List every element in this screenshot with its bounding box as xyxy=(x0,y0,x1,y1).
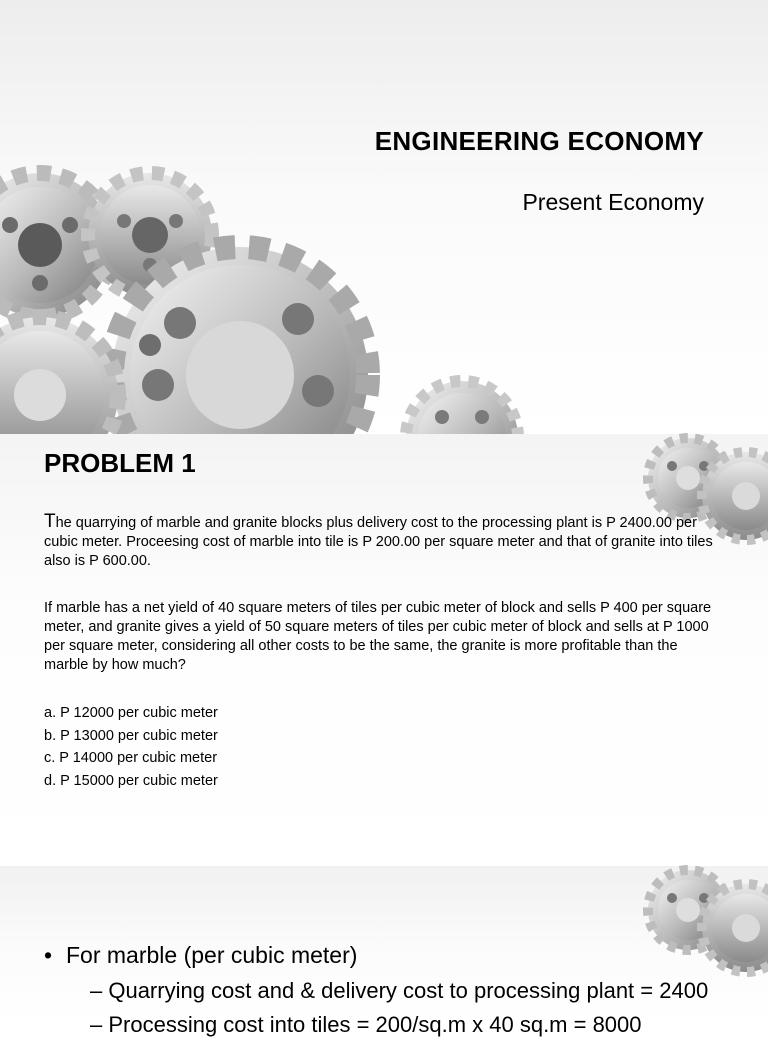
solution-slide xyxy=(0,866,768,1037)
gear-icon xyxy=(702,884,768,972)
bullet-marble xyxy=(44,942,357,969)
problem-paragraph-1 xyxy=(44,512,716,571)
choice-c: c. P 14000 per cubic meter xyxy=(44,750,218,766)
paragraph-text: he quarrying of marble and granite blocks plus delivery cost to the processing plant is P 2400.00 per cubic meter. Proceesing cost of marble into tile is P 200.00 per square meter and that of granite into tiles also is P 600.00. xyxy=(44,515,713,569)
choice-b: b. P 13000 per cubic meter xyxy=(44,727,218,744)
choice-a: a. P 12000 per cubic meter xyxy=(44,705,218,721)
problem-slide xyxy=(0,434,768,866)
presentation-subtitle: Present Economy xyxy=(522,189,704,215)
problem-paragraph-2: If marble has a net yield of 40 square meters of tiles per cubic meter of block and sells P 400 per square meter, and granite gives a yield of 50 square meters of tiles per cubic meter of block and sells at P 1000 per square meter, considering all other costs to be the same, the granite is more profitable than the marble by how much? xyxy=(44,600,712,673)
presentation-title: ENGINEERING ECONOMY xyxy=(374,126,704,156)
bullet-icon: • xyxy=(44,942,53,968)
drop-initial: T xyxy=(44,511,56,532)
sub-bullet-quarrying: – Quarrying cost and & delivery cost to processing plant = 2400 xyxy=(90,978,709,1003)
bullet-text: For marble (per cubic meter) xyxy=(66,942,358,968)
sub-bullet-processing: – Processing cost into tiles = 200/sq.m x 40 sq.m = 8000 xyxy=(90,1012,642,1037)
gears-illustration xyxy=(0,175,540,432)
gears-corner xyxy=(628,866,768,976)
problem-title: PROBLEM 1 xyxy=(44,448,196,478)
title-slide xyxy=(0,0,768,432)
answer-choices xyxy=(44,702,218,792)
choice-d: d. P 15000 per cubic meter xyxy=(44,772,218,789)
